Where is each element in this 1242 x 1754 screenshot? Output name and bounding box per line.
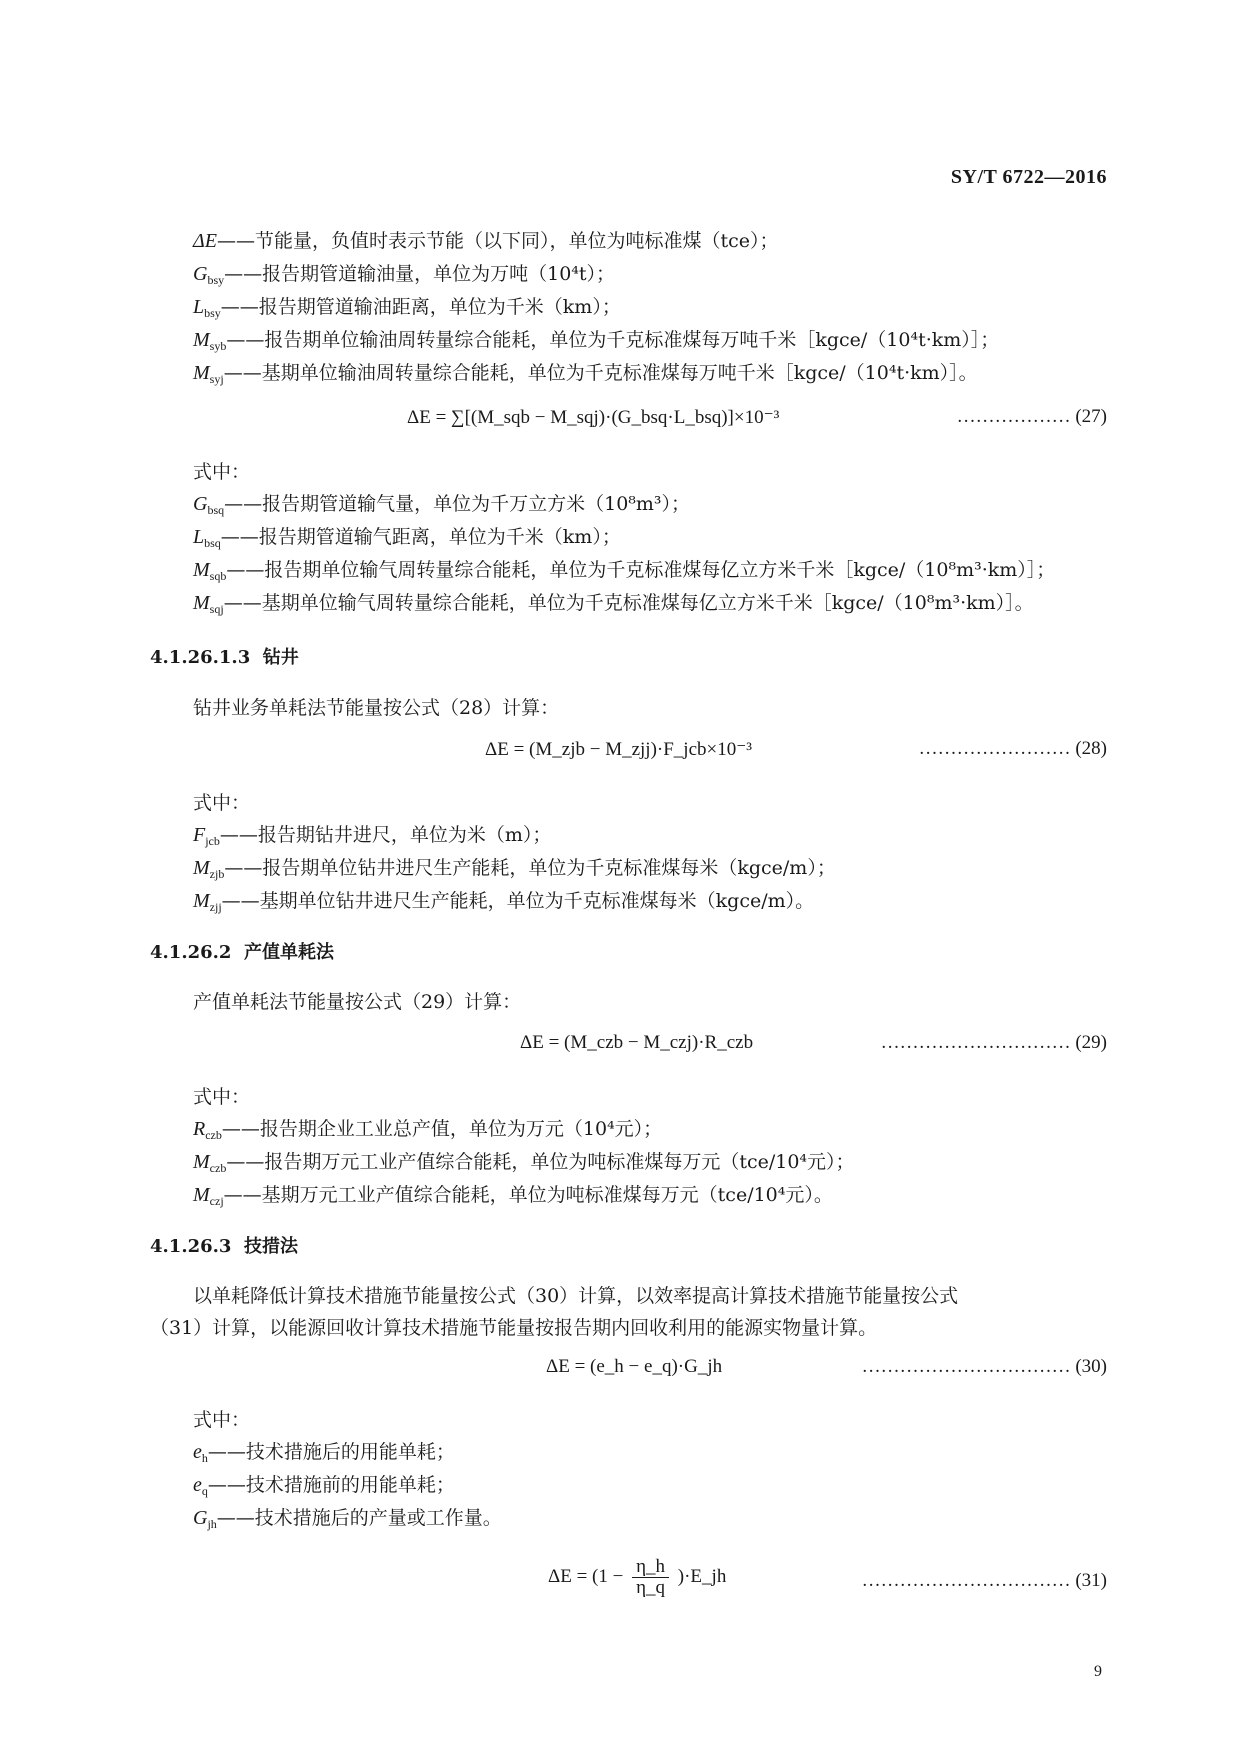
page-number: 9: [1094, 1663, 1102, 1680]
definition-subscript: zjj: [209, 900, 222, 914]
definition-line: [193, 558, 1055, 588]
definition-text: ——报告期钻井进尺，单位为米（m）；: [219, 824, 552, 846]
fraction-numerator: η_h: [632, 1557, 669, 1578]
definition-subscript: jcb: [205, 834, 220, 848]
equation-number-28: …………………… (28): [918, 738, 1107, 759]
section-heading-tech: [150, 1232, 298, 1258]
definition-line: [193, 328, 999, 358]
definition-text: ——报告期管道输气量，单位为千万立方米（10⁸m³）；: [224, 493, 691, 515]
definition-symbol: M: [193, 1151, 210, 1173]
definition-text: ——报告期单位输油周转量综合能耗，单位为千克标准煤每万吨千米［kgce/（10⁴t·km）］；: [226, 329, 1000, 351]
definition-line: [193, 1506, 502, 1536]
equation-29: ΔE = (M_czb − M_czj)·R_czb: [520, 1032, 754, 1053]
section-heading-output: [150, 938, 334, 964]
standard-code: SY/T 6722—2016: [950, 166, 1107, 188]
section-number: 4.1.26.2: [150, 942, 232, 963]
definition-text: ——报告期单位钻井进尺生产能耗，单位为千克标准煤每米（kgce/m）；: [224, 857, 836, 879]
definition-line: [193, 889, 814, 919]
definition-subscript: czb: [205, 1128, 222, 1142]
definition-subscript: q: [201, 1484, 208, 1498]
definition-line: [193, 525, 621, 555]
definition-text: ——报告期管道输油距离，单位为千米（km）；: [220, 296, 621, 318]
definition-symbol: M: [193, 329, 210, 351]
tech-intro-line-2: （31）计算，以能源回收计算技术措施节能量按报告期内回收利用的能源实物量计算。: [150, 1317, 878, 1339]
definition-text: ——报告期管道输气距离，单位为千米（km）；: [220, 526, 621, 548]
equation-31-rhs: )·E_jh: [677, 1565, 727, 1587]
definition-text: ——报告期企业工业总产值，单位为万元（10⁴元）；: [221, 1118, 663, 1140]
section-title: 产值单耗法: [243, 942, 334, 963]
definition-symbol: L: [193, 526, 205, 548]
equation-31: [548, 1557, 726, 1598]
definition-line: [193, 1183, 833, 1213]
equation-28: ΔE = (M_zjb − M_zjj)·F_jcb×10⁻³: [485, 739, 752, 760]
definition-line: [193, 823, 551, 853]
definition-text: ——节能量，负值时表示节能（以下同），单位为吨标准煤（tce）；: [216, 230, 779, 252]
definition-text: ——技术措施后的产量或工作量。: [216, 1507, 502, 1529]
definition-line: [193, 295, 621, 325]
definition-line: [193, 262, 615, 292]
where-label: 式中：: [193, 461, 251, 483]
definition-symbol: M: [193, 857, 210, 879]
section-number: 4.1.26.1.3: [150, 647, 251, 668]
where-label: 式中：: [193, 792, 251, 814]
definition-text: ——基期万元工业产值综合能耗，单位为吨标准煤每万元（tce/10⁴元）。: [223, 1184, 833, 1206]
definition-subscript: syj: [209, 372, 224, 386]
definition-symbol: G: [193, 263, 208, 285]
definition-subscript: bsy: [207, 273, 225, 287]
definition-line: [193, 591, 1034, 621]
tech-intro-line-1: 以单耗降低计算技术措施节能量按公式（30）计算，以效率提高计算技术措施节能量按公式: [193, 1285, 959, 1307]
section-title: 技措法: [243, 1236, 298, 1257]
section-heading-drilling: [150, 643, 299, 669]
definition-line: [193, 1150, 855, 1180]
where-label: 式中：: [193, 1086, 251, 1108]
definition-text: ——技术措施后的用能单耗；: [207, 1441, 455, 1463]
definition-subscript: bsq: [207, 503, 225, 517]
definition-symbol: F: [193, 824, 206, 846]
definition-text: ——基期单位输油周转量综合能耗，单位为千克标准煤每万吨千米［kgce/（10⁴t·km）］。: [223, 362, 978, 384]
definition-line: [193, 1440, 455, 1470]
definition-symbol: M: [193, 1184, 210, 1206]
definition-text: ——基期单位钻井进尺生产能耗，单位为千克标准煤每米（kgce/m）。: [221, 890, 815, 912]
definition-line: [193, 361, 978, 391]
definition-subscript: sqb: [209, 569, 227, 583]
where-label: 式中：: [193, 1409, 251, 1431]
section-number: 4.1.26.3: [150, 1236, 232, 1257]
definition-symbol: M: [193, 559, 210, 581]
definition-symbol: G: [193, 493, 208, 515]
definition-symbol: R: [193, 1118, 206, 1140]
equation-number-30: …………………………… (30): [861, 1356, 1107, 1377]
definition-text: ——报告期管道输油量，单位为万吨（10⁴t）；: [224, 263, 616, 285]
definition-subscript: czj: [209, 1194, 224, 1208]
fraction-denominator: η_q: [636, 1577, 666, 1598]
definition-symbol: e: [193, 1441, 202, 1463]
definition-symbol: ΔE: [193, 230, 217, 252]
definition-line: [193, 229, 779, 259]
definition-symbol: M: [193, 890, 210, 912]
definition-text: ——报告期万元工业产值综合能耗，单位为吨标准煤每万元（tce/10⁴元）；: [226, 1151, 855, 1173]
equation-27: ΔE = ∑[(M_sqb − M_sqj)·(G_bsq·L_bsq)]×10⁻³: [407, 407, 780, 428]
definition-line: [193, 1473, 455, 1503]
output-intro: 产值单耗法节能量按公式（29）计算：: [193, 991, 522, 1013]
definition-symbol: L: [193, 296, 205, 318]
equation-number-27: ……………… (27): [956, 406, 1107, 427]
definition-text: ——报告期单位输气周转量综合能耗，单位为千克标准煤每亿立方米千米［kgce/（10⁸m³·km）］；: [226, 559, 1056, 581]
definition-symbol: M: [193, 362, 210, 384]
definition-symbol: G: [193, 1507, 208, 1529]
drilling-intro: 钻井业务单耗法节能量按公式（28）计算：: [193, 697, 560, 719]
equation-31-lhs: ΔE = (1 −: [548, 1565, 624, 1587]
definition-line: [193, 856, 836, 886]
definition-subscript: bsy: [204, 306, 221, 320]
definition-symbol: M: [193, 592, 210, 614]
definition-text: ——技术措施前的用能单耗；: [207, 1474, 455, 1496]
definition-subscript: bsq: [204, 536, 221, 550]
definition-subscript: h: [201, 1451, 208, 1465]
definition-subscript: sqj: [209, 602, 224, 616]
definition-subscript: czb: [209, 1161, 227, 1175]
equation-30: ΔE = (e_h − e_q)·G_jh: [546, 1356, 723, 1377]
definition-line: [193, 1117, 662, 1147]
definition-text: ——基期单位输气周转量综合能耗，单位为千克标准煤每亿立方米千米［kgce/（10⁸m³·km）］。: [223, 592, 1034, 614]
section-title: 钻井: [262, 647, 299, 668]
definition-line: [193, 492, 690, 522]
definition-subscript: syb: [209, 339, 227, 353]
definition-subscript: jh: [207, 1517, 217, 1531]
equation-number-29: ………………………… (29): [880, 1032, 1107, 1053]
definition-symbol: e: [193, 1474, 202, 1496]
equation-number-31: …………………………… (31): [861, 1570, 1107, 1591]
efficiency-fraction: [632, 1557, 669, 1598]
definition-subscript: zjb: [209, 867, 225, 881]
